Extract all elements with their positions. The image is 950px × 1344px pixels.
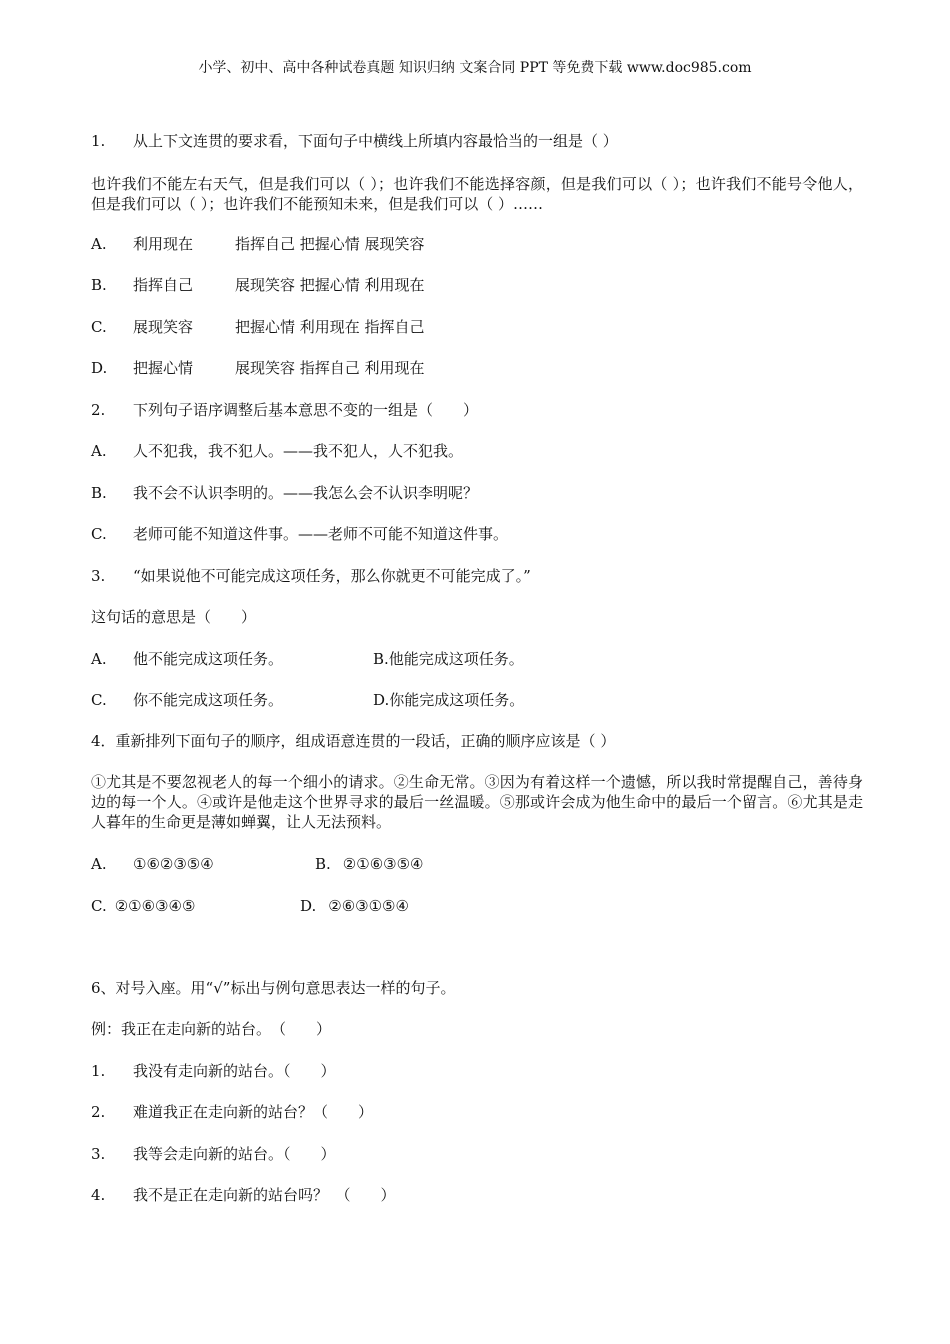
option-label: C.: [91, 318, 107, 336]
item-text: 难道我正在走向新的站台？（ ）: [133, 1103, 374, 1121]
option-rest: 展现笑容 指挥自己 利用现在: [235, 359, 425, 377]
option-label: D.: [91, 359, 108, 377]
q6-item-2: [91, 1102, 373, 1122]
page-header: 小学、初中、高中各种试卷真题 知识归纳 文案合同 PPT 等免费下载 www.doc985.com: [198, 60, 752, 76]
option-text: 我不会不认识李明的。——我怎么会不认识李明呢？: [133, 484, 479, 502]
q3-option-a: [91, 649, 283, 669]
q6-item-1: [91, 1061, 336, 1081]
option-text: ②⑥③①⑤④: [328, 897, 409, 915]
q4-option-a: [91, 854, 214, 874]
q1-number: 1.: [91, 132, 106, 150]
option-text: 老师可能不知道这件事。——老师不可能不知道这件事。: [133, 525, 509, 543]
q4-option-d: [300, 896, 409, 916]
q2-option-b: [91, 483, 478, 503]
option-label: B.: [91, 484, 107, 502]
item-number: 4.: [91, 1186, 106, 1204]
q2-option-c: [91, 524, 508, 544]
option-first: 展现笑容: [133, 318, 194, 336]
option-text: ②①⑥③④⑤: [114, 897, 196, 915]
item-text: 我不是正在走向新的站台吗？ （ ）: [133, 1186, 396, 1204]
q3-option-b: [373, 649, 524, 669]
q1-option-d: [91, 358, 425, 378]
option-text: ②①⑥③⑤④: [342, 855, 424, 873]
q1-passage: 也许我们不能左右天气，但是我们可以（ ）；也许我们不能选择容颜，但是我们可以（ ）；也许我们不能号令他人，但是我们可以（ ）；也许我们不能预知未来，但是我们可以（ ）……: [91, 175, 863, 213]
q4-option-b: [315, 854, 423, 874]
q2-option-a: [91, 441, 463, 461]
item-text: 我等会走向新的站台。（ ）: [133, 1145, 336, 1163]
option-text: 他不能完成这项任务。: [133, 650, 284, 668]
option-label: D.: [300, 897, 317, 915]
q3-option-d: [373, 690, 524, 710]
q3-prompt: 这句话的意思是（ ）: [91, 608, 257, 626]
q6-item-3: [91, 1144, 336, 1164]
option-label: A.: [91, 650, 107, 668]
q3-stem: “如果说他不可能完成这项任务，那么你就更不可能完成了。”: [133, 567, 531, 585]
q1-option-b: [91, 275, 425, 295]
q2-stem: 下列句子语序调整后基本意思不变的一组是（ ）: [133, 401, 479, 419]
item-text: 我没有走向新的站台。（ ）: [133, 1062, 336, 1080]
q1-stem-line: [91, 131, 618, 151]
q6-example: 例：我正在走向新的站台。 （ ）: [91, 1020, 332, 1038]
q4-passage: ①尤其是不要忽视老人的每一个细小的请求。②生命无常。③因为有着这样一个遗憾，所以我时常提醒自己，善待身边的每一个人。④或许是他走这个世界寻求的最后一丝温暖。⑤那或许会成为他生命中的最后一个留言。⑥尤其是走人暮年的生命更是薄如蝉翼，让人无法预料。: [91, 773, 863, 831]
option-label: A.: [91, 235, 107, 253]
item-number: 3.: [91, 1145, 106, 1163]
option-rest: 把握心情 利用现在 指挥自己: [235, 318, 425, 336]
option-label: C.: [91, 525, 107, 543]
option-label: C.: [91, 897, 107, 915]
option-text: ①⑥②③⑤④: [133, 855, 214, 873]
item-number: 2.: [91, 1103, 106, 1121]
option-text: 他能完成这项任务。: [388, 650, 524, 668]
q1-option-c: [91, 317, 425, 337]
item-number: 1.: [91, 1062, 106, 1080]
q6-stem: 6、对号入座。用“√”标出与例句意思表达一样的句子。: [91, 979, 456, 997]
option-rest: 指挥自己 把握心情 展现笑容: [235, 235, 425, 253]
option-first: 把握心情: [133, 359, 194, 377]
option-first: 利用现在: [133, 235, 194, 253]
q6-item-4: [91, 1185, 396, 1205]
q3-option-c: [91, 690, 283, 710]
option-label: A.: [91, 855, 107, 873]
q1-option-a: [91, 234, 425, 254]
option-label: D.: [373, 691, 390, 709]
q2-number: 2.: [91, 401, 106, 419]
q3-stem-line: [91, 566, 531, 586]
option-rest: 展现笑容 把握心情 利用现在: [235, 276, 425, 294]
option-text: 你能完成这项任务。: [389, 691, 525, 709]
option-text: 你不能完成这项任务。: [133, 691, 284, 709]
option-label: B.: [315, 855, 331, 873]
option-text: 人不犯我，我不犯人。——我不犯人，人不犯我。: [133, 442, 464, 460]
q4-stem: 4．重新排列下面句子的顺序，组成语意连贯的一段话，正确的顺序应该是（ ）: [91, 732, 616, 750]
option-first: 指挥自己: [133, 276, 194, 294]
q2-stem-line: [91, 400, 478, 420]
option-label: C.: [91, 691, 107, 709]
option-label: A.: [91, 442, 107, 460]
option-label: B.: [91, 276, 107, 294]
q3-number: 3.: [91, 567, 106, 585]
q1-stem: 从上下文连贯的要求看，下面句子中横线上所填内容最恰当的一组是（ ）: [133, 132, 618, 150]
q4-option-c: [91, 896, 195, 916]
option-label: B.: [373, 650, 389, 668]
